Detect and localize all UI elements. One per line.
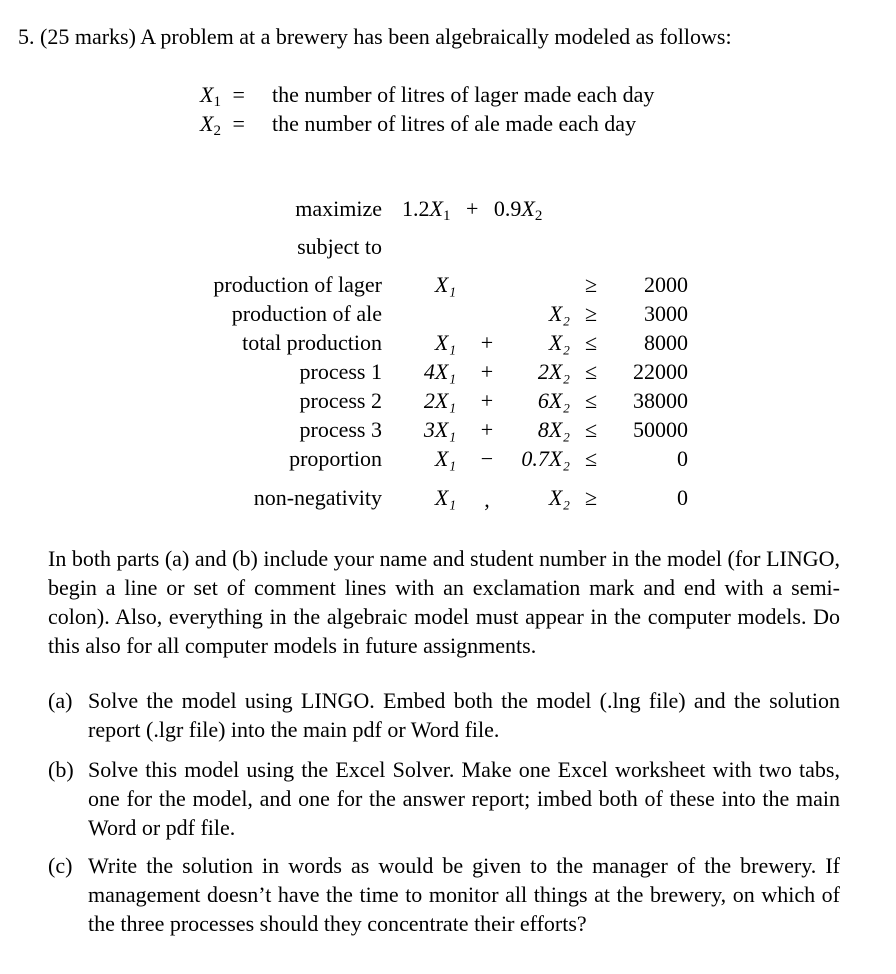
constraint-rhs: 8000 [644,330,688,355]
definition-row [200,82,245,108]
constraint-label: total production [242,330,382,355]
constraint-operator: + [480,330,494,355]
part-text: Write the solution in words as would be given to the manager of the brewery. If management doesn’t have the time to monitor all things at the brewery, on which of the three processes should they concentrate their efforts? [88,853,840,936]
constraint-label: production of lager [213,272,382,297]
question-number: 5. [18,24,35,49]
definition-row [200,111,245,137]
definition-var: X [200,82,214,107]
nonneg-x2: X₂ [548,485,570,510]
constraint-operator: + [480,388,494,413]
constraint-x1-term: 3X₁ [423,417,456,442]
constraint-relation: ≥ [584,272,598,297]
constraint-x1-term: 4X₁ [423,359,456,384]
definition-sub: 2 [213,123,221,139]
constraint-label: process 3 [299,417,382,442]
constraint-x1-term: X₁ [434,330,456,355]
nonneg-x1: X₁ [434,485,456,510]
constraint-label: proportion [289,446,382,471]
constraint-relation: ≤ [584,417,598,442]
constraint-relation: ≤ [584,446,598,471]
objective-coef-2: 0.9 [493,196,522,221]
nonneg-rhs: 0 [677,485,688,510]
constraint-rhs: 50000 [633,417,688,442]
constraint-rhs: 0 [677,446,688,471]
constraint-relation: ≥ [584,301,598,326]
instructions-paragraph: In both parts (a) and (b) include your name and student number in the model (for LINGO, begin a line or set of comment lines with an exclamation mark and end with a semi-colon). Also, everything in the algebraic model must appear in the computer models. Do this also for all computer models in future assignments. [48,546,840,658]
constraint-rhs: 3000 [644,301,688,326]
constraint-rhs: 38000 [633,388,688,413]
constraint-x1-term: X₁ [434,272,456,297]
constraint-x2-term: X₂ [548,301,570,326]
constraint-relation: ≤ [584,388,598,413]
part-b [48,755,840,842]
constraint-relation: ≤ [584,330,598,355]
constraint-rhs: 2000 [644,272,688,297]
part-a [48,686,840,744]
objective-op: + [465,196,479,221]
constraint-operator: + [480,359,494,384]
constraint-label: process 1 [299,359,382,384]
constraint-x2-term: 0.7X₂ [521,446,570,471]
objective-label: maximize [295,196,382,221]
constraint-x1-term: 2X₁ [423,388,456,413]
definition-sub: 1 [213,94,221,110]
part-label: (c) [48,853,73,878]
constraint-relation: ≤ [584,359,598,384]
objective-expression: $1.2X_1 + 0.9X_2$ [402,196,543,224]
constraint-label: production of ale [231,301,382,326]
question-intro: (25 marks) A problem at a brewery has been algebraically modeled as follows: [40,24,732,49]
objective-coef-1: 1.2 [402,196,430,221]
definition-eq: = [232,111,245,136]
nonneg-rel: ≥ [584,485,598,510]
definition-text: the number of litres of lager made each day [272,82,655,107]
part-text: Solve this model using the Excel Solver. Make one Excel worksheet with two tabs, one for the model, and one for the answer report; imbed both of these into the main Word or pdf file. [88,757,840,840]
constraint-x2-term: 6X₂ [537,388,570,413]
definition-var: X [200,111,214,136]
definition-eq: = [232,82,245,107]
part-text: Solve the model using LINGO. Embed both the model (.lng file) and the solution report (.lgr file) into the main pdf or Word file. [88,688,840,742]
constraint-x2-term: X₂ [548,330,570,355]
constraint-x2-term: 8X₂ [537,417,570,442]
nonneg-label: non-negativity [253,485,382,510]
constraint-label: process 2 [299,388,382,413]
question-header [18,24,732,50]
nonneg-sep: , [484,487,490,512]
part-c [48,851,840,938]
subject-to-label: subject to [297,234,382,259]
constraint-rhs: 22000 [633,359,688,384]
part-label: (b) [48,757,74,782]
constraint-x2-term: 2X₂ [537,359,570,384]
constraint-x1-term: X₁ [434,446,456,471]
constraint-operator: + [480,417,494,442]
constraint-operator: − [480,446,494,471]
definition-text: the number of litres of ale made each day [272,111,637,136]
part-label: (a) [48,688,73,713]
